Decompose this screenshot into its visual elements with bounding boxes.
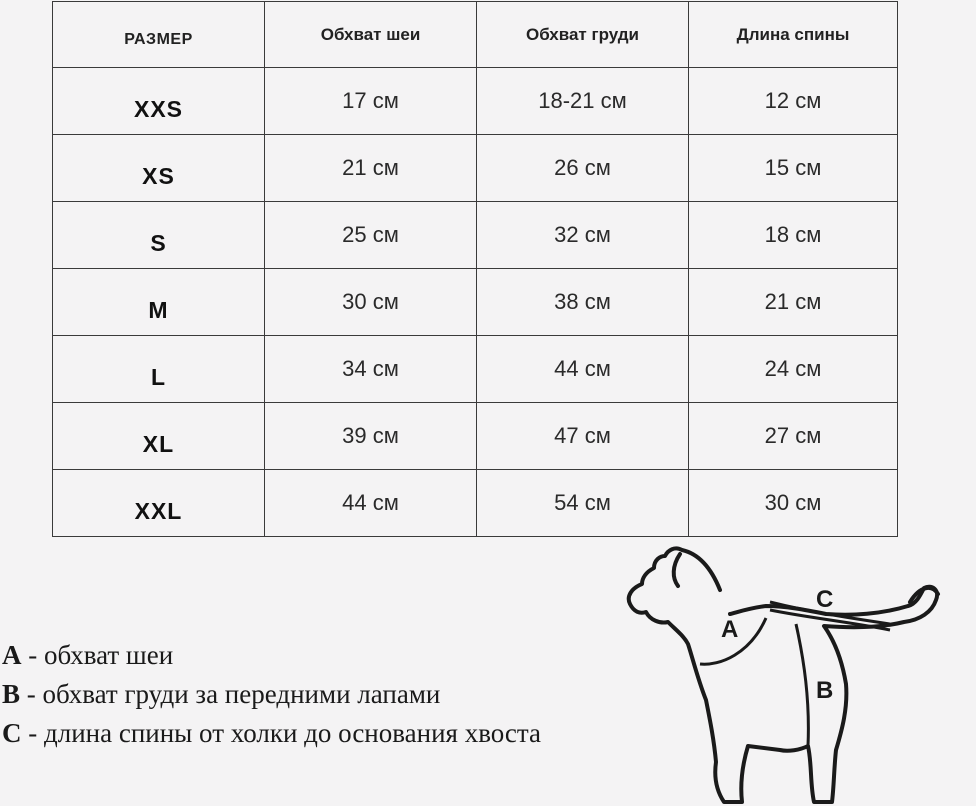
legend-item-c: C - длина спины от холки до основания хвоста (2, 718, 542, 748)
cell-back: 18 см (689, 202, 898, 269)
table-row (53, 135, 898, 202)
cell-size: S (53, 202, 265, 269)
cell-back: 12 см (689, 68, 898, 135)
cell-chest: 47 см (477, 403, 689, 470)
label-b: B (816, 677, 834, 704)
table-row (53, 470, 898, 537)
cell-size: XL (53, 403, 265, 470)
table-row (53, 202, 898, 269)
cell-chest: 32 см (477, 202, 689, 269)
cell-chest: 54 см (477, 470, 689, 537)
label-a: A (721, 616, 739, 643)
cell-back: 30 см (689, 470, 898, 537)
table-row (53, 68, 898, 135)
dog-tail (910, 588, 938, 602)
dog-outline (629, 548, 937, 802)
label-c: C (816, 586, 834, 613)
table-row (53, 403, 898, 470)
cell-neck: 30 см (265, 269, 477, 336)
cell-back: 27 см (689, 403, 898, 470)
table-row (53, 336, 898, 403)
cell-size: XS (53, 135, 265, 202)
legend-item-b: B - обхват груди за передними лапами (2, 679, 441, 709)
cell-chest: 38 см (477, 269, 689, 336)
header-size: РАЗМЕР (53, 2, 265, 68)
header-chest: Обхват груди (477, 2, 689, 68)
cell-size: L (53, 336, 265, 403)
dog-ear (674, 554, 680, 586)
table-row (53, 269, 898, 336)
cell-neck: 44 см (265, 470, 477, 537)
cell-chest: 26 см (477, 135, 689, 202)
cell-back: 24 см (689, 336, 898, 403)
measurement-legend (2, 636, 541, 753)
cell-back: 15 см (689, 135, 898, 202)
table-header-row (53, 2, 898, 68)
cell-size: XXS (53, 68, 265, 135)
header-back: Длина спины (689, 2, 898, 68)
cell-back: 21 см (689, 269, 898, 336)
chest-measure-line (796, 624, 808, 746)
legend-item-a: A - обхват шеи (2, 640, 174, 670)
cell-neck: 39 см (265, 403, 477, 470)
cell-neck: 25 см (265, 202, 477, 269)
cell-neck: 17 см (265, 68, 477, 135)
cell-chest: 44 см (477, 336, 689, 403)
header-neck: Обхват шеи (265, 2, 477, 68)
cell-chest: 18-21 см (477, 68, 689, 135)
dog-measurement-diagram (620, 540, 970, 806)
cell-size: M (53, 269, 265, 336)
cell-neck: 34 см (265, 336, 477, 403)
cell-neck: 21 см (265, 135, 477, 202)
size-chart-table (52, 1, 898, 537)
cell-size: XXL (53, 470, 265, 537)
